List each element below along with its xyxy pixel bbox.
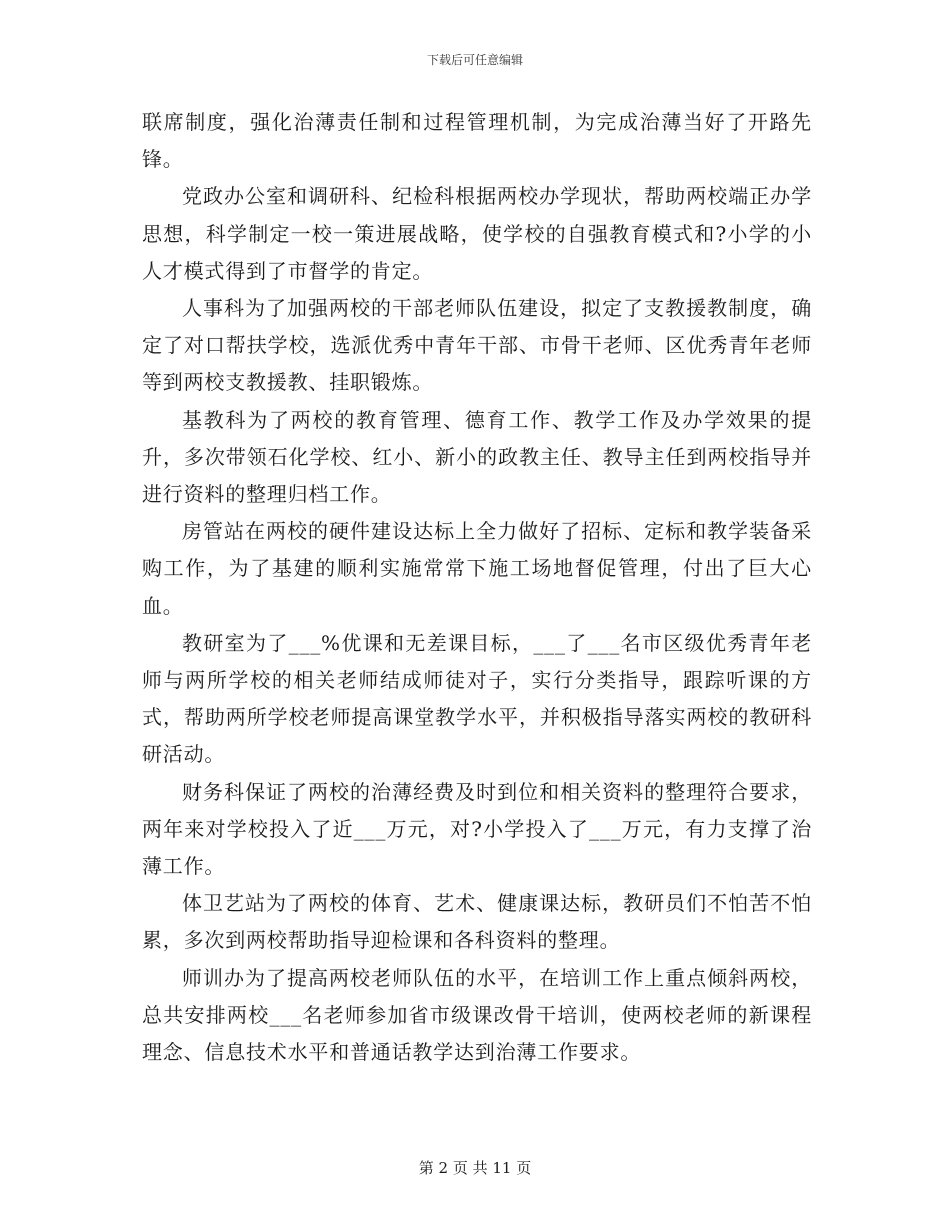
paragraph: 基教科为了两校的教育管理、德育工作、教学工作及办学效果的提升，多次带领石化学校、红小、新小的政教主任、教导主任到两校指导并进行资料的整理归档工作。 xyxy=(142,407,812,507)
paragraph: 财务科保证了两校的治薄经费及时到位和相关资料的整理符合要求，两年来对学校投入了近___万元，对?小学投入了___万元，有力支撑了治薄工作。 xyxy=(142,779,812,879)
paragraph: 人事科为了加强两校的干部老师队伍建设，拟定了支教援教制度，确定了对口帮扶学校，选派优秀中青年干部、市骨干老师、区优秀青年老师等到两校支教援教、挂职锻炼。 xyxy=(142,296,812,395)
document-body xyxy=(142,104,812,1071)
paragraph: 房管站在两校的硬件建设达标上全力做好了招标、定标和教学装备采购工作，为了基建的顺利实施常常下施工场地督促管理，付出了巨大心血。 xyxy=(142,519,812,618)
paragraph: 体卫艺站为了两校的体育、艺术、健康课达标，教研员们不怕苦不怕累，多次到两校帮助指导迎检课和各科资料的整理。 xyxy=(142,891,812,953)
paragraph: 党政办公室和调研科、纪检科根据两校办学现状，帮助两校端正办学思想，科学制定一校一策进展战略，使学校的自强教育模式和?小学的小人才模式得到了市督学的肯定。 xyxy=(142,184,812,283)
paragraph: 教研室为了___%优课和无差课目标，___了___名市区级优秀青年老师与两所学校的相关老师结成师徒对子，实行分类指导，跟踪听课的方式，帮助两所学校老师提高课堂教学水平，并积极指导落实两校的教研科研活动。 xyxy=(142,630,812,767)
paragraph: 联席制度，强化治薄责任制和过程管理机制，为完成治薄当好了开路先锋。 xyxy=(142,110,812,172)
paragraph: 师训办为了提高两校老师队伍的水平，在培训工作上重点倾斜两校，总共安排两校___名老师参加省市级课改骨干培训，使两校老师的新课程理念、信息技术水平和普通话教学达到治薄工作要求。 xyxy=(142,965,812,1065)
page-footer: 第 2 页 共 11 页 xyxy=(418,1159,532,1177)
page-header: 下载后可任意编辑 xyxy=(426,53,523,67)
